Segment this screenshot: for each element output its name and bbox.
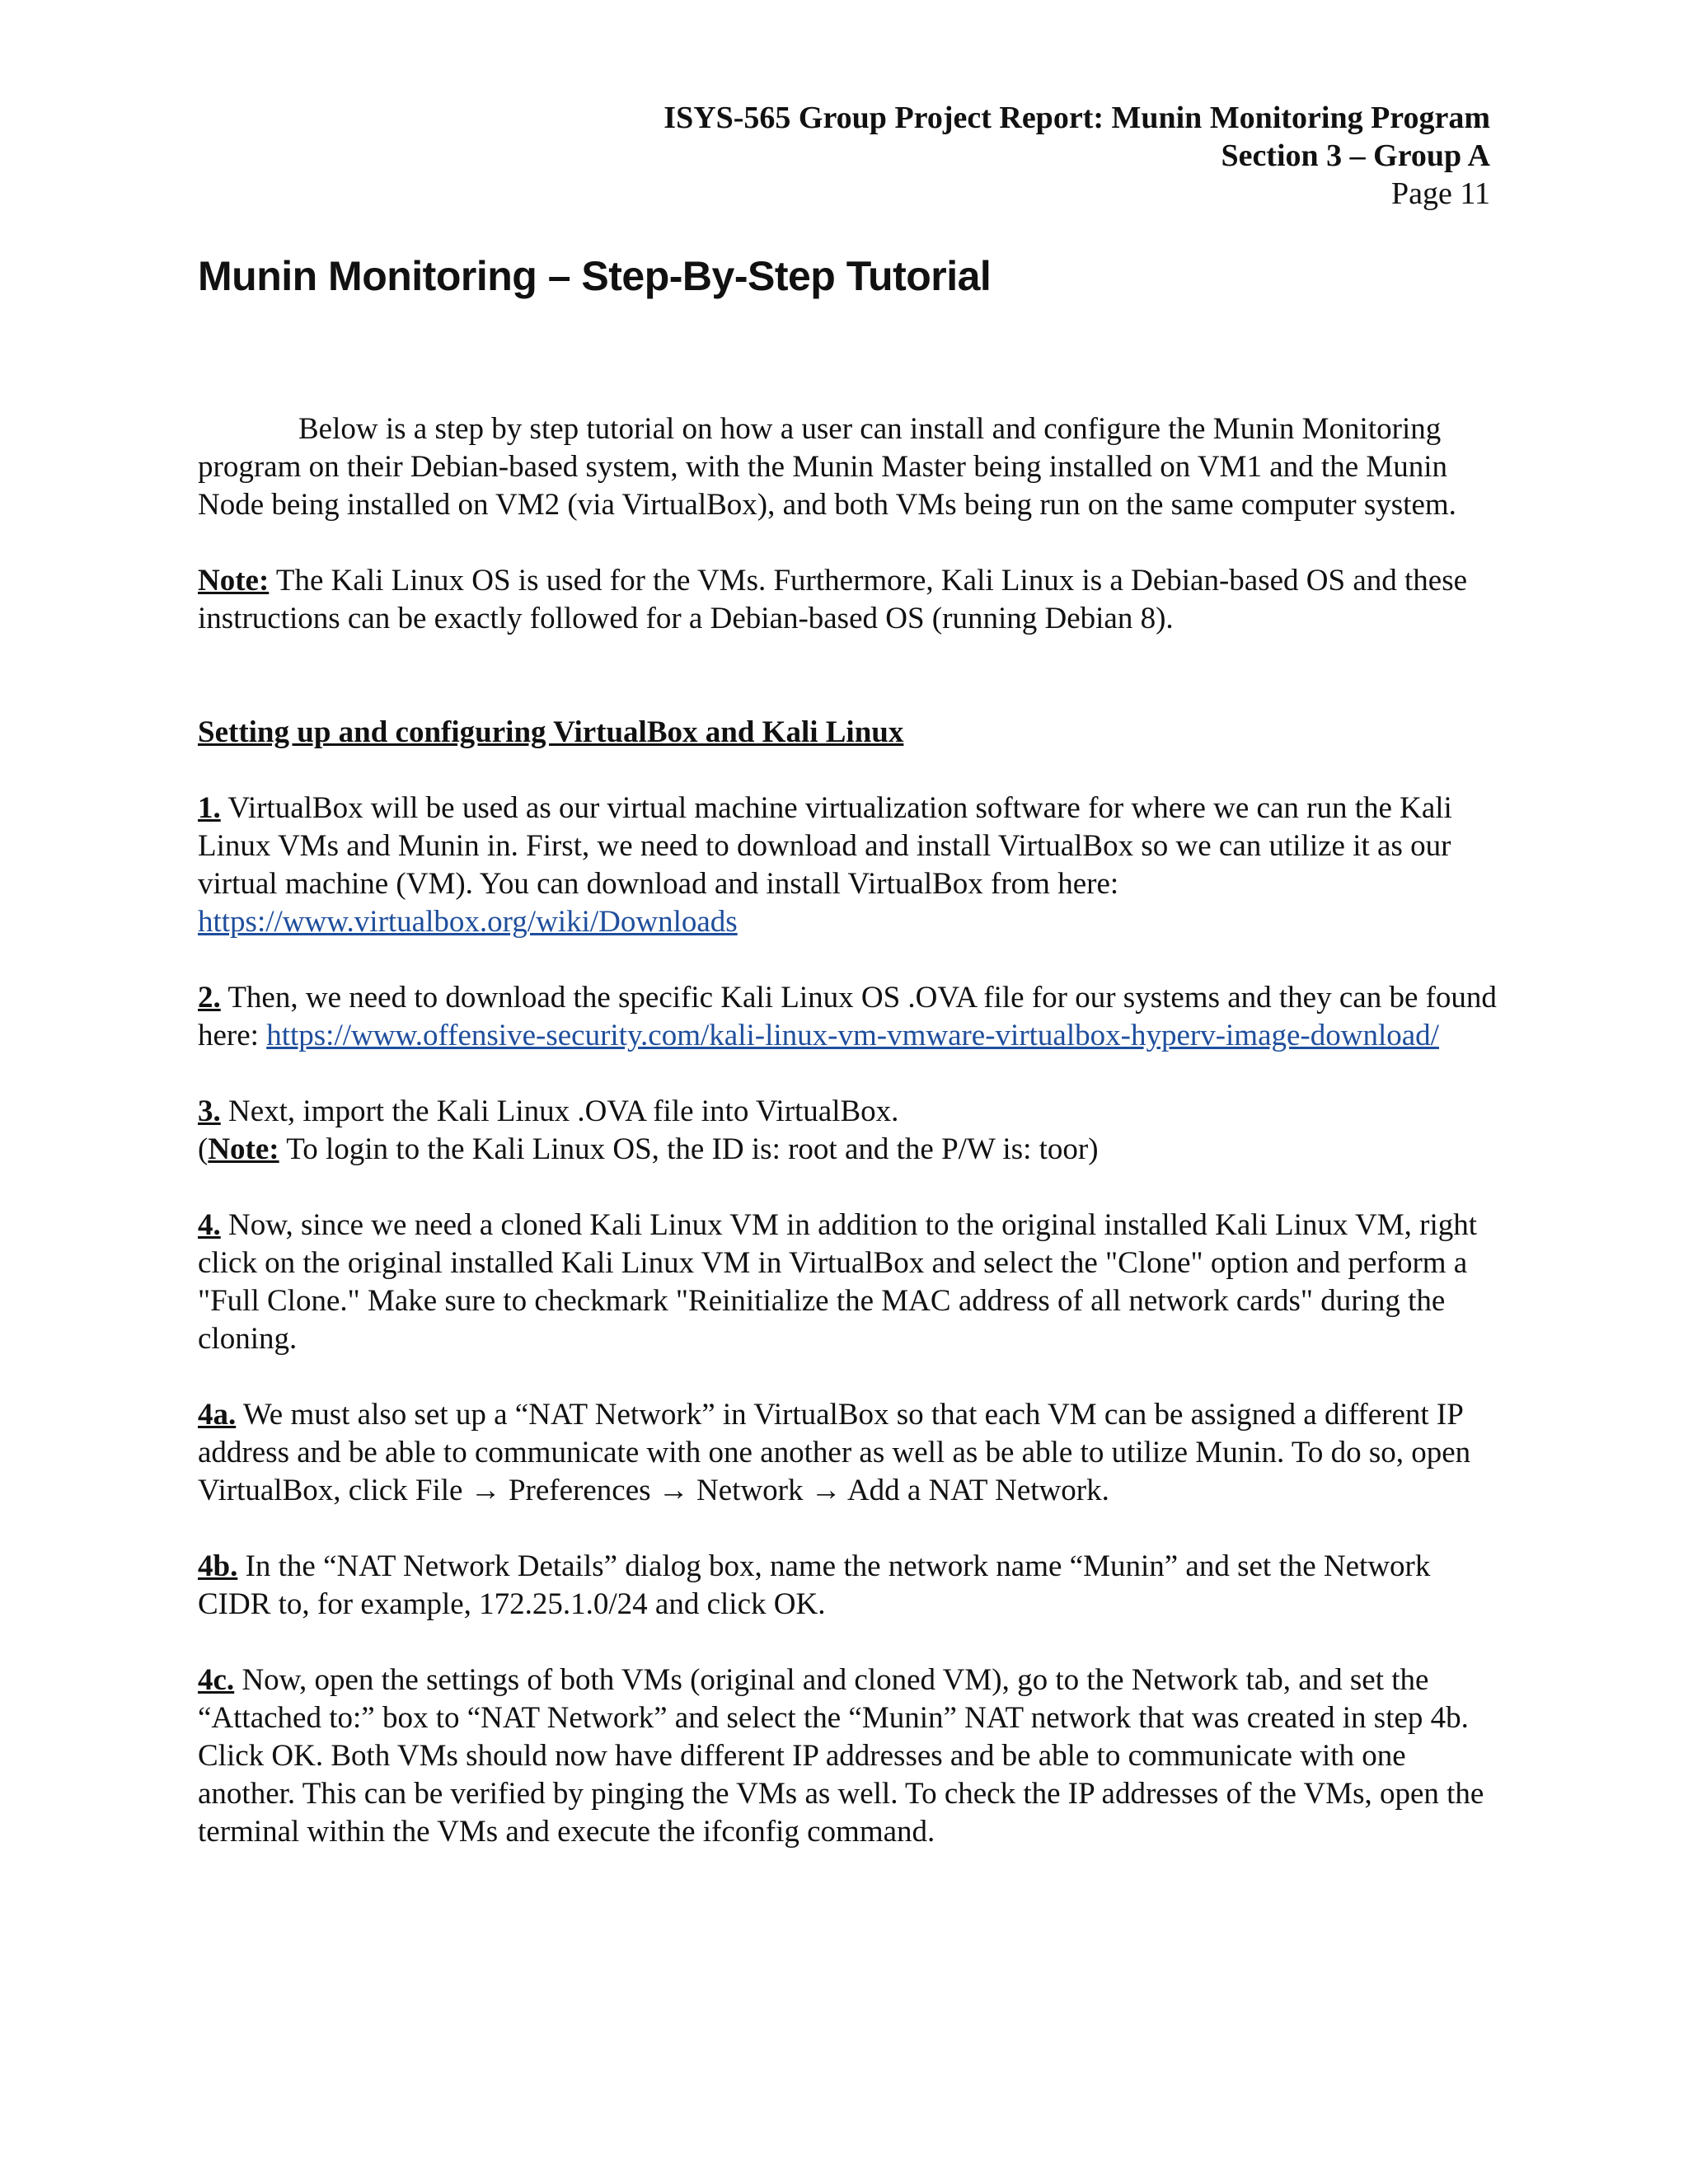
virtualbox-download-link[interactable]: https://www.virtualbox.org/wiki/Downloads [198, 905, 738, 939]
step-number: 1. [198, 791, 221, 825]
step-number: 4. [198, 1208, 221, 1242]
page-title: Munin Monitoring – Step-By-Step Tutorial [198, 253, 992, 299]
step-number: 4b. [198, 1549, 238, 1583]
kali-image-download-link[interactable]: https://www.offensive-security.com/kali-linux-vm-vmware-virtualbox-hyperv-image-download/ [266, 1019, 1439, 1052]
step-3 [198, 1093, 1500, 1131]
note-text: To login to the Kali Linux OS, the ID is: root and the P/W is: toor) [279, 1132, 1099, 1166]
step-1 [198, 790, 1500, 941]
note-text: The Kali Linux OS is used for the VMs. Furthermore, Kali Linux is a Debian-based OS and these instructions can be exactly followed for a Debian-based OS (running Debian 8). [198, 564, 1468, 635]
header-report-title: ISYS-565 Group Project Report: Munin Monitoring Program [663, 101, 1490, 135]
step-4a [198, 1396, 1500, 1510]
header-page-number: Page 11 [1391, 176, 1490, 211]
step-text: In the “NAT Network Details” dialog box, name the network name “Munin” and set the Network CIDR to, for example, 172.25.1.0/24 and click OK. [198, 1549, 1431, 1621]
step-number: 4a. [198, 1398, 237, 1432]
note-open-paren: ( [198, 1132, 209, 1166]
step-text: We must also set up a “NAT Network” in VirtualBox so that each VM can be assigned a different IP address and be able to communicate with one another as well as be able to utilize Munin. To do so, open VirtualBox, click File → Preferences → Network → Add a NAT Network. [198, 1398, 1471, 1507]
intro-paragraph: Below is a step by step tutorial on how a user can install and configure the Munin Monitoring program on their Debian-based system, with the Munin Master being installed on VM1 and the Munin Node being installed on VM2 (via VirtualBox), and both VMs being run on the same computer system. [198, 412, 1456, 522]
step-number: 3. [198, 1094, 221, 1128]
note-label: Note: [198, 564, 270, 598]
note-label: Note: [208, 1132, 279, 1166]
step-2 [198, 979, 1500, 1055]
document-body [198, 410, 1500, 1851]
step-text: Then, we need to download the specific Kali Linux OS .OVA file for our systems and they can be found here: [198, 981, 1497, 1052]
step-text: Now, open the settings of both VMs (original and cloned VM), go to the Network tab, and set the “Attached to:” box to “NAT Network” and select the “Munin” NAT network that was created in step 4b. Click OK. Both VMs should now have different IP addresses and be able to communicate with one another. This can be verified by pinging the VMs as well. To check the IP addresses of the VMs, open the terminal within the VMs and execute the ifconfig command. [198, 1663, 1484, 1849]
section-heading: Setting up and configuring VirtualBox and Kali Linux [198, 715, 904, 749]
step-text: Next, import the Kali Linux .OVA file into VirtualBox. [220, 1094, 899, 1128]
step-text: Now, since we need a cloned Kali Linux VM in addition to the original installed Kali Linux VM, right click on the original installed Kali Linux VM in VirtualBox and select the "Clone" option and perform a "Full Clone." Make sure to checkmark "Reinitialize the MAC address of all network cards" during the cloning. [198, 1208, 1478, 1356]
step-number: 2. [198, 981, 221, 1015]
step-number: 4c. [198, 1663, 235, 1697]
step-4 [198, 1207, 1500, 1358]
step-text: VirtualBox will be used as our virtual machine virtualization software for where we can run the Kali Linux VMs and Munin in. First, we need to download and install VirtualBox so we can utilize it as our virtual machine (VM). You can download and install VirtualBox from here: [198, 791, 1452, 901]
step-4c [198, 1661, 1500, 1851]
header-section: Section 3 – Group A [1221, 138, 1490, 173]
step-4b [198, 1548, 1500, 1624]
page-header [663, 99, 1490, 213]
step-3-note [198, 1131, 1500, 1169]
note-paragraph [198, 562, 1500, 638]
